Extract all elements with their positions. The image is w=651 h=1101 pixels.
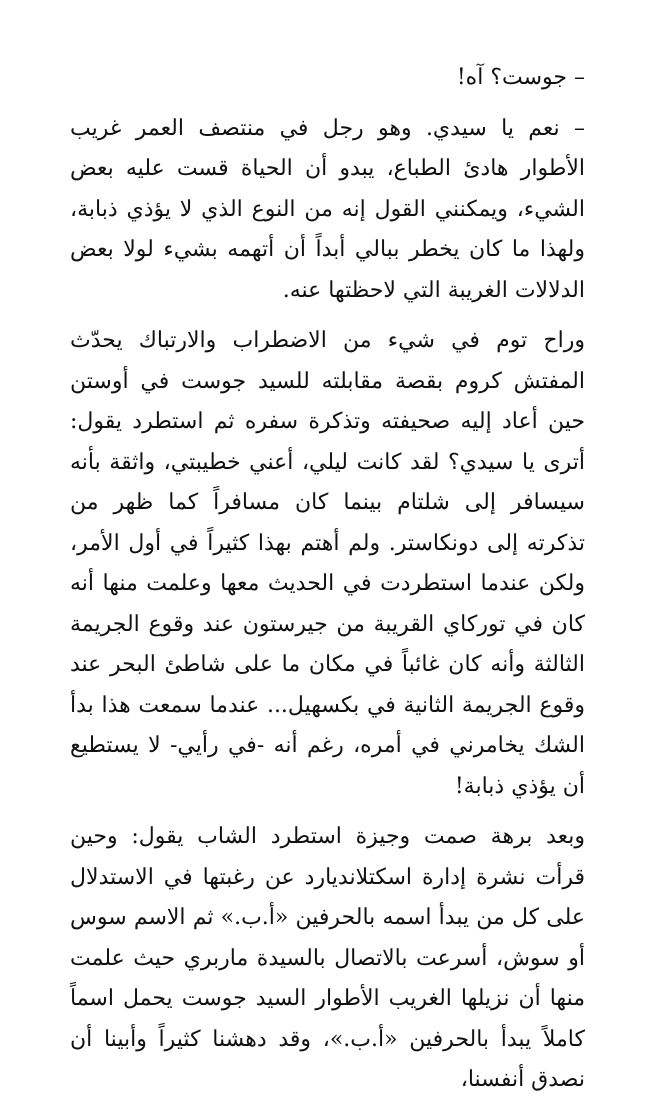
paragraph-gap [70, 807, 585, 817]
paragraph-description-of-jost: – نعم يا سيدي. وهو رجل في منتصف العمر غريب الأطوار هادئ الطباع، يبدو أن الحياة قست عليه بعض الشيء، ويمكنني القول إنه من النوع الذي لا يؤذي ذبابة، ولهذا ما كان يخطر ببالي أبداً أن أتهمه بشيء لولا بعض الدلالات الغريبة التي لاحظتها عنه. [70, 115, 585, 303]
paragraph-gap [70, 311, 585, 321]
paragraph-scotland-yard-notice: وبعد برهة صمت وجيزة استطرد الشاب يقول: وحين قرأت نشرة إدارة اسكتلانديارد عن رغبتها في الاستدلال على كل من يبدأ اسمه بالحرفين «أ.ب.» ثم الاسم سوس أو سوش، أسرعت بالاتصال بالسيدة ماربري حيث علمت منها أن نزيلها الغريب الأطوار السيد جوست يحمل اسماً كاملاً يبدأ بالحرفين «أ.ب.»، وقد دهشنا كثيراً وأبينا أن نصدق أنفسنا، [70, 824, 585, 1092]
paragraph-tom-story: وراح توم في شيء من الاضطراب والارتباك يحدّث المفتش كروم بقصة مقابلته للسيد جوست في أوستن حين أعاد إليه صحيفته وتذكرة سفره ثم استطرد يقول: أترى يا سيدي؟ لقد كانت ليلي، أعني خطيبتي، واثقة بأنه سيسافر إلى شلتام بينما كان مسافراً كما ظهر من تذكرته إلى دونكاستر. ولم أهتم بهذا كثيراً في أول الأمر، ولكن عندما استطردت في الحديث معها وعلمت منها أنه كان في توركاي القريبة من جيرستون عند وقوع الجريمة الثالثة وأنه كان غائباً في مكان ما على شاطئ البحر عند وقوع الجريمة الثانية في بكسهيل... عندما سمعت هذا بدأ الشك يخامرني في أمره، رغم أنه -في رأيي- لا يستطيع أن يؤذي ذبابة! [70, 328, 585, 799]
paragraph-gap [70, 99, 585, 109]
paragraph-exclamation: – جوست؟ آه! [456, 65, 585, 90]
